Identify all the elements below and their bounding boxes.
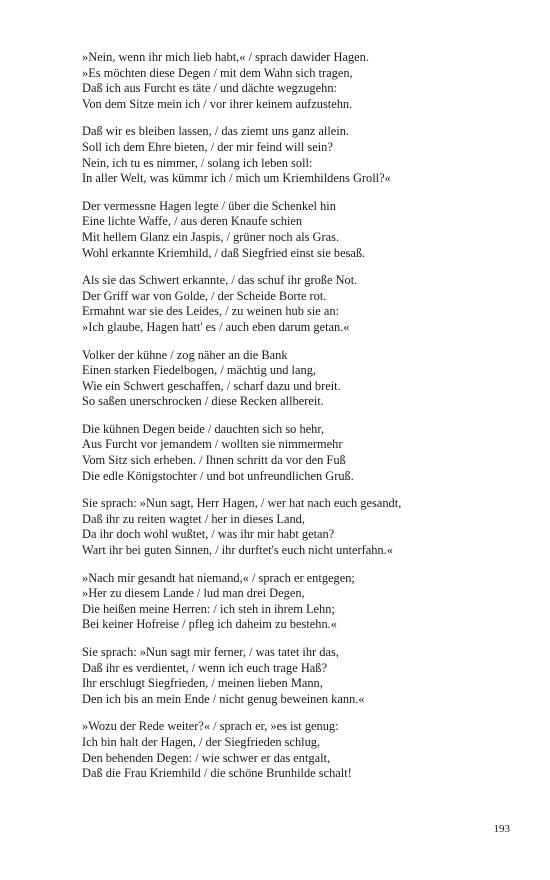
verse-line: Ich bin halt der Hagen, / der Siegfrieden schlug, — [82, 734, 321, 749]
verse-line: »Es möchten diese Degen / mit dem Wahn sich tragen, — [82, 65, 353, 80]
verse-line: Daß ihr es verdientet, / wenn ich euch trage Haß? — [82, 660, 327, 675]
verse-line: Soll ich dem Ehre bieten, / der mir feind will sein? — [82, 139, 333, 154]
verse-line: Der vermessne Hagen legte / über die Schenkel hin — [82, 198, 336, 213]
verse-line: Da ihr doch wohl wußtet, / was ihr mir habt getan? — [82, 527, 335, 542]
verse-line: Die edle Königstochter / und bot unfreundlichen Gruß. — [82, 468, 354, 483]
poem-text — [82, 50, 522, 794]
verse-line: Die heißen meine Herren: / ich steh in ihrem Lehn; — [82, 601, 335, 616]
verse-line: Wart ihr bei guten Sinnen, / ihr durftet's euch nicht unterfahn.« — [82, 543, 393, 558]
verse-line: Ihr erschlugt Siegfrieden, / meinen lieben Mann, — [82, 676, 323, 691]
page-number: 193 — [493, 823, 510, 835]
verse-line: »Her zu diesem Lande / lud man drei Degen, — [82, 586, 305, 601]
verse-line: Einen starken Fiedelbogen, / mächtig und lang, — [82, 363, 316, 378]
verse-line: Wie ein Schwert geschaffen, / scharf dazu und breit. — [82, 378, 341, 393]
stanza — [82, 199, 522, 261]
verse-line: Als sie das Schwert erkannte, / das schuf ihr große Not. — [82, 273, 358, 288]
verse-line: So saßen unerschrocken / diese Recken allbereit. — [82, 394, 324, 409]
stanza — [82, 348, 522, 410]
stanza — [82, 719, 522, 781]
verse-line: »Wozu der Rede weiter?« / sprach er, »es ist genug: — [82, 719, 339, 734]
verse-line: Mit hellem Glanz ein Jaspis, / grüner noch als Gras. — [82, 229, 340, 244]
verse-line: Sie sprach: »Nun sagt, Herr Hagen, / wer hat nach euch gesandt, — [82, 496, 402, 511]
stanza — [82, 645, 522, 707]
stanza — [82, 571, 522, 633]
verse-line: »Nach mir gesandt hat niemand,« / sprach er entgegen; — [82, 570, 355, 585]
verse-line: »Nein, wenn ihr mich lieb habt,« / sprach dawider Hagen. — [82, 50, 369, 64]
verse-line: Eine lichte Waffe, / aus deren Knaufe schien — [82, 214, 303, 229]
verse-line: Den behenden Degen: / wie schwer er das entgalt, — [82, 750, 331, 765]
verse-line: »Ich glaube, Hagen hatt' es / auch eben darum getan.« — [82, 319, 350, 334]
verse-line: Nein, ich tu es nimmer, / solang ich leben soll: — [82, 155, 313, 170]
verse-line: Aus Furcht vor jemandem / wollten sie nimmermehr — [82, 437, 343, 452]
stanza — [82, 124, 522, 186]
verse-line: Von dem Sitze mein ich / vor ihrer keinem aufzustehn. — [82, 96, 353, 111]
verse-line: Den ich bis an mein Ende / nicht genug beweinen kann.« — [82, 691, 365, 706]
stanza — [82, 422, 522, 484]
stanza — [82, 273, 522, 335]
verse-line: Daß wir es bleiben lassen, / das ziemt uns ganz allein. — [82, 124, 350, 139]
verse-line: In aller Welt, was kümmr ich / mich um Kriemhildens Groll?« — [82, 171, 391, 186]
verse-line: Volker der kühne / zog näher an die Bank — [82, 347, 288, 362]
verse-line: Ermahnt war sie des Leides, / zu weinen hub sie an: — [82, 304, 340, 319]
verse-line: Bei keiner Hofreise / pfleg ich daheim zu bestehn.« — [82, 617, 337, 632]
verse-line: Die kühnen Degen beide / dauchten sich so hehr, — [82, 421, 325, 436]
verse-line: Wohl erkannte Kriemhild, / daß Siegfried einst sie besaß. — [82, 245, 366, 260]
verse-line: Der Griff war von Golde, / der Scheide Borte rot. — [82, 288, 327, 303]
verse-line: Daß ich aus Furcht es täte / und dächte wegzugehn: — [82, 81, 337, 96]
stanza — [82, 50, 522, 112]
stanza — [82, 496, 522, 558]
verse-line: Daß die Frau Kriemhild / die schöne Brunhilde schalt! — [82, 766, 352, 781]
verse-line: Vom Sitz sich erheben. / Ihnen schritt da vor den Fuß — [82, 453, 346, 468]
verse-line: Sie sprach: »Nun sagt mir ferner, / was tatet ihr das, — [82, 645, 339, 659]
verse-line: Daß ihr zu reiten wagtet / her in dieses Land, — [82, 511, 305, 526]
